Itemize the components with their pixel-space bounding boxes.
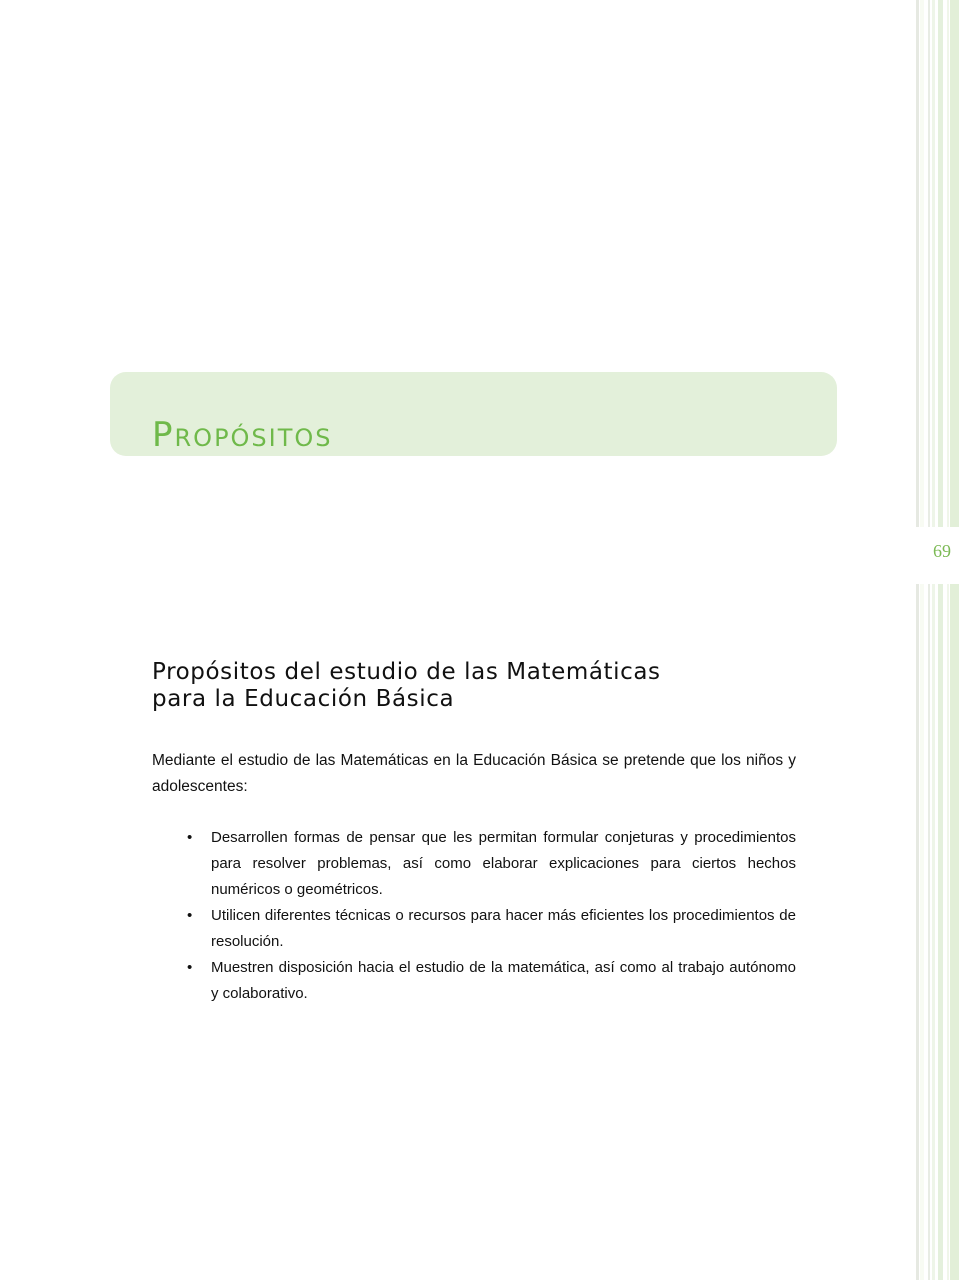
stripe <box>950 0 959 1280</box>
intro-paragraph: Mediante el estudio de las Matemáticas en la Educación Básica se pretende que los niños y adolescentes: <box>152 752 796 795</box>
stripe <box>928 0 930 1280</box>
list-item <box>152 955 796 1007</box>
list-item-text: Utilicen diferentes técnicas o recursos para hacer más eficientes los procedimientos de resolución. <box>211 907 796 950</box>
list-item-text: Desarrollen formas de pensar que les permitan formular conjeturas y procedimientos para resolver problemas, así como elaborar explicaciones para ciertos hechos numéricos o geométricos. <box>211 829 796 898</box>
list-item-text: Muestren disposición hacia el estudio de la matemática, así como al trabajo autónomo y colaborativo. <box>211 959 796 1002</box>
stripe <box>920 0 924 1280</box>
heading-line-1: Propósitos del estudio de las Matemáticas <box>152 659 661 685</box>
stripe <box>938 0 943 1280</box>
list-item <box>152 903 796 955</box>
bullet-icon: • <box>187 829 193 846</box>
stripe <box>916 0 919 1280</box>
decorative-side-stripes <box>912 0 972 1280</box>
banner-title: Propósitos <box>152 414 333 455</box>
heading-line-2: para la Educación Básica <box>152 686 455 712</box>
section-banner <box>110 372 837 456</box>
purposes-list <box>152 825 796 1007</box>
stripe <box>947 0 949 1280</box>
page-number: 69 <box>933 541 951 561</box>
list-item <box>152 825 796 903</box>
bullet-icon: • <box>187 907 193 924</box>
bullet-icon: • <box>187 959 193 976</box>
section-heading <box>152 659 772 713</box>
stripe <box>932 0 935 1280</box>
